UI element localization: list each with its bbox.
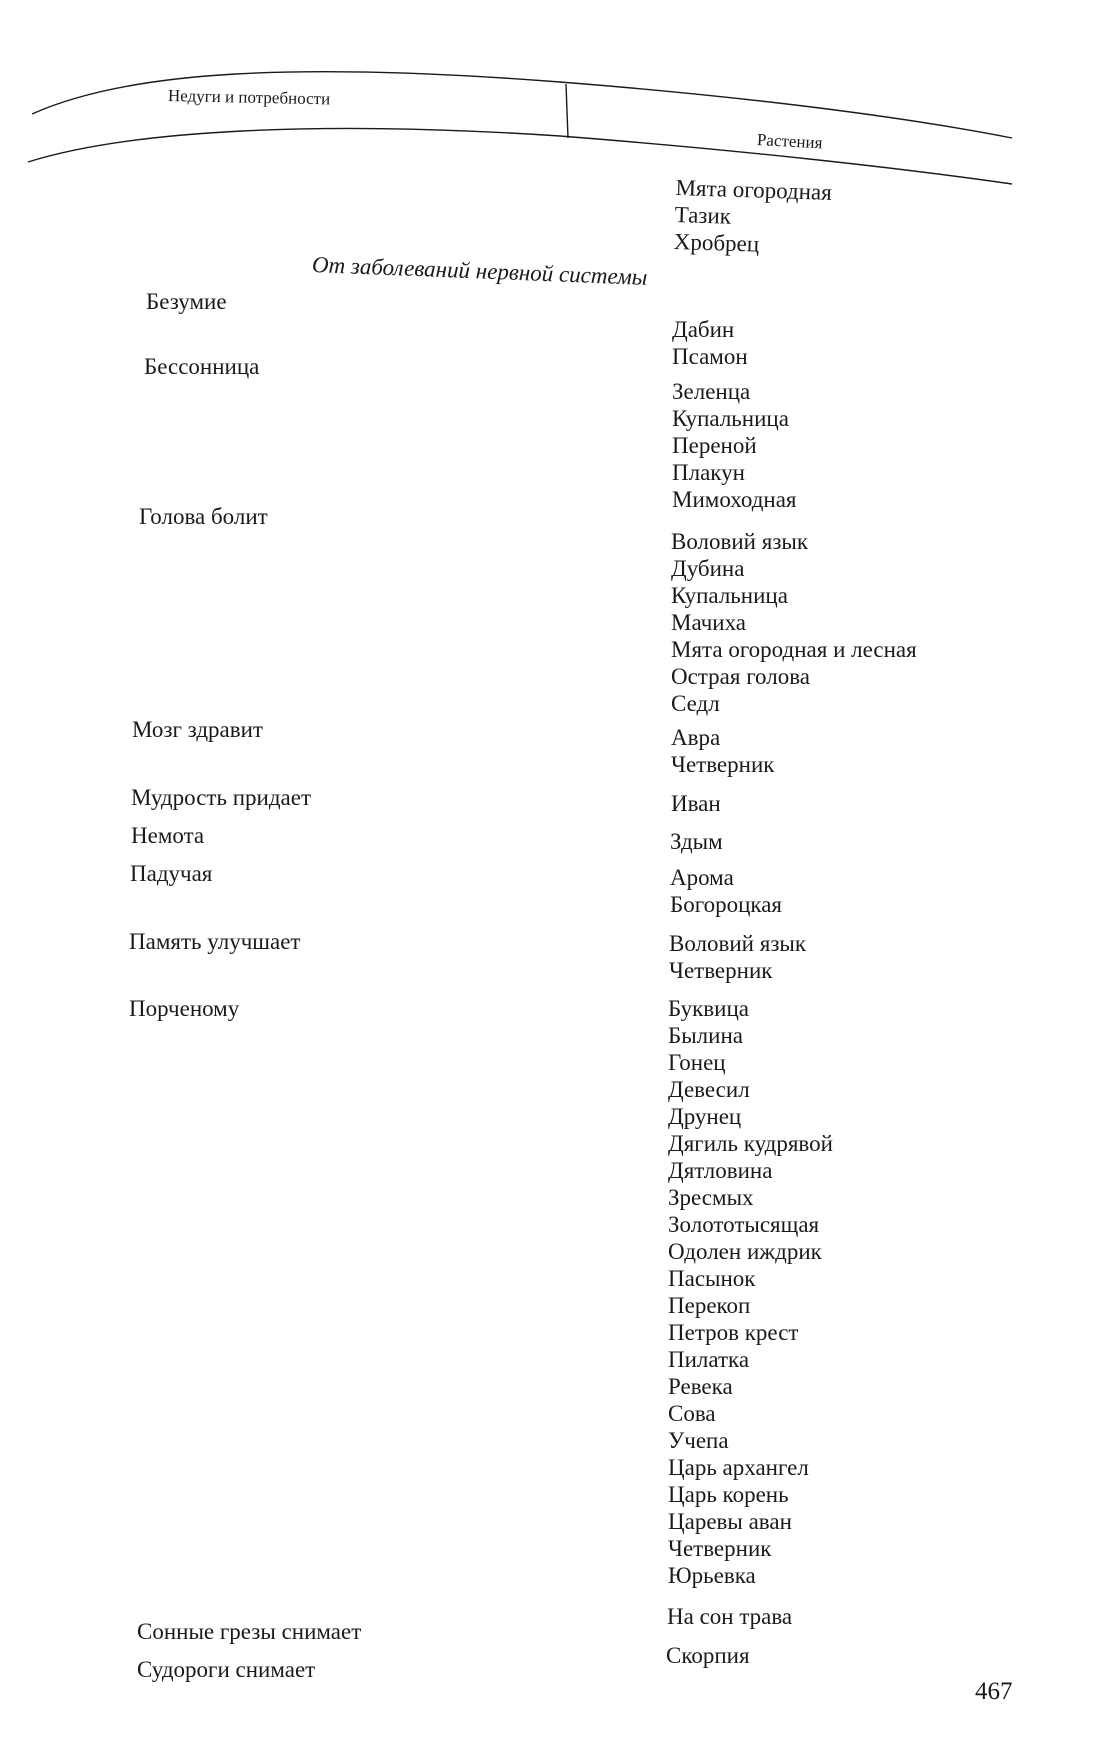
ailment-label: Память улучшает: [129, 929, 301, 954]
plant-item: Седл: [671, 691, 720, 716]
plant-item: Одолен иждрик: [668, 1239, 822, 1264]
header-column-divider: [566, 84, 568, 138]
header-left-label: Недуги и потребности: [167, 86, 331, 109]
header-bottom-curve: [28, 128, 1012, 184]
plant-item: Буквица: [668, 996, 749, 1021]
plant-group: [669, 930, 806, 984]
plant-item: Купальница: [671, 583, 788, 608]
ailment-label: Порченому: [129, 996, 240, 1021]
plant-item: Учепа: [668, 1428, 729, 1453]
plant-item: Мачиха: [671, 610, 747, 635]
plant-item: Зресмых: [668, 1185, 754, 1210]
plant-item: Авра: [671, 725, 721, 750]
plant-group: [671, 790, 721, 817]
plant-item: Царь архангел: [668, 1455, 809, 1480]
plant-item: Тазик: [674, 201, 732, 229]
plant-item: Плакун: [672, 460, 745, 485]
plant-item: Перекоп: [668, 1293, 751, 1318]
plant-item: Сова: [668, 1401, 716, 1426]
plant-item: Былина: [668, 1023, 743, 1048]
plant-group: [668, 995, 833, 1589]
plant-item: Друнец: [668, 1104, 742, 1129]
plant-item: Воловий язык: [671, 529, 809, 554]
plant-item: Царь корень: [668, 1482, 789, 1507]
plant-item: Мимоходная: [672, 487, 797, 512]
ailment-label: Падучая: [130, 861, 213, 886]
plant-item: Петров крест: [668, 1320, 799, 1345]
ailment-label: Сонные грезы снимает: [137, 1619, 362, 1644]
plant-item: Золототысящая: [668, 1212, 820, 1237]
ailment-label: Судороги снимает: [137, 1657, 316, 1682]
ailment-label: Мудрость придает: [131, 785, 311, 810]
top-plant-list: [673, 174, 832, 260]
ailment-label: Безумие: [146, 289, 227, 314]
plant-item: Четверник: [668, 1536, 772, 1561]
plant-item: Пилатка: [668, 1347, 750, 1372]
plant-group: [666, 1642, 750, 1669]
page-number: 467: [975, 1678, 1013, 1705]
plant-item: Воловий язык: [669, 931, 807, 956]
plant-item: Зеленца: [672, 379, 751, 404]
plant-item: Иван: [671, 791, 721, 816]
section-title: От заболеваний нервной системы: [311, 252, 648, 290]
plant-item: Богороцкая: [670, 892, 782, 917]
plant-item: Арома: [670, 865, 734, 890]
plant-item: Четверник: [669, 958, 773, 983]
plant-item: Купальница: [672, 406, 789, 431]
plant-item: Дубина: [671, 556, 745, 581]
plant-group: [671, 724, 774, 778]
plant-item: Мята огородная: [675, 174, 833, 205]
plant-item: Дятловина: [668, 1158, 773, 1183]
plant-item: Ревека: [668, 1374, 733, 1399]
ailment-label: Голова болит: [139, 504, 268, 529]
table-header-curves: [0, 0, 1100, 200]
plant-item: Пасынок: [668, 1266, 756, 1291]
plant-group: [672, 378, 797, 513]
plant-item: На сон трава: [667, 1604, 793, 1629]
ailment-label: Бессонница: [144, 354, 260, 379]
header-right-label: Растения: [756, 130, 823, 153]
ailment-label: Мозг здравит: [132, 717, 263, 742]
plant-item: Псамон: [672, 344, 748, 369]
plant-item: Дягиль кудрявой: [668, 1131, 833, 1156]
plant-item: Четверник: [671, 752, 775, 777]
plant-item: Переной: [672, 433, 757, 458]
plant-item: Царевы аван: [668, 1509, 792, 1534]
plant-item: Мята огородная и лесная: [671, 637, 917, 662]
plant-item: Дабин: [672, 317, 735, 342]
plant-item: Хробрец: [673, 228, 760, 257]
plant-item: Гонец: [668, 1050, 726, 1075]
plant-item: Здым: [670, 829, 723, 854]
plant-group: [670, 828, 723, 855]
plant-group: [670, 864, 782, 918]
plant-group: [672, 316, 748, 370]
ailment-label: Немота: [131, 823, 205, 848]
plant-item: Юрьевка: [668, 1563, 756, 1588]
plant-item: Острая голова: [671, 664, 810, 689]
plant-item: Девесил: [668, 1077, 750, 1102]
plant-group: [671, 528, 917, 717]
plant-group: [667, 1603, 792, 1630]
plant-item: Скорпия: [666, 1643, 750, 1668]
